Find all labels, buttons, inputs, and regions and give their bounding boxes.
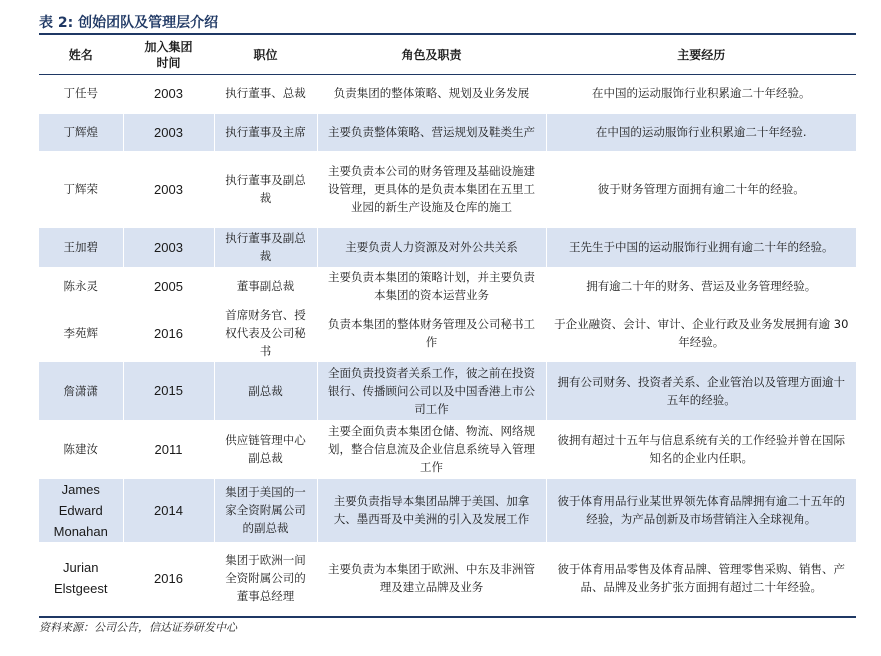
table-row: [39, 420, 856, 478]
cell-role: 主要负责指导本集团品牌于美国、加拿大、墨西哥及中美洲的引入及发展工作: [317, 478, 546, 542]
cell-experience: 在中国的运动服饰行业积累逾二十年经验。: [546, 74, 856, 113]
cell-year: 2003: [123, 227, 214, 267]
management-table: [39, 35, 856, 615]
cell-name: 丁辉煌: [39, 113, 123, 151]
cell-role: 主要负责本公司的财务管理及基础设施建设管理，更具体的是负责本集团在五里工业园的新生产设施及仓库的施工: [317, 151, 546, 227]
cell-role: 全面负责投资者关系工作，彼之前在投资银行、传播顾问公司以及中国香港上市公司工作: [317, 361, 546, 420]
cell-experience: 彼于体育用品行业某世界领先体育品牌拥有逾二十五年的经验，为产品创新及市场营销注入全球视角。: [546, 478, 856, 542]
cell-year: 2003: [123, 113, 214, 151]
cell-year: 2003: [123, 74, 214, 113]
cell-year: 2011: [123, 420, 214, 478]
cell-experience: 在中国的运动服饰行业积累逾二十年经验.: [546, 113, 856, 151]
cell-year: 2016: [123, 542, 214, 614]
cell-name: 王加碧: [39, 227, 123, 267]
table-row: [39, 542, 856, 614]
header-join-line1: 加入集团: [144, 39, 193, 54]
table-row: [39, 267, 856, 305]
table-row: [39, 478, 856, 542]
table-bottom-rule: [39, 616, 856, 618]
cell-experience: 拥有逾二十年的财务、营运及业务管理经验。: [546, 267, 856, 305]
cell-name: James Edward Monahan: [39, 478, 123, 542]
cell-role: 主要负责整体策略、营运规划及鞋类生产: [317, 113, 546, 151]
header-join-line2: 时间: [156, 55, 181, 70]
cell-position: 集团于欧洲一间全资附属公司的董事总经理: [214, 542, 317, 614]
cell-role: 主要负责为本集团于欧洲、中东及非洲管理及建立品牌及业务: [317, 542, 546, 614]
cell-name: 詹潇潇: [39, 361, 123, 420]
cell-experience: 王先生于中国的运动服饰行业拥有逾二十年的经验。: [546, 227, 856, 267]
cell-year: 2015: [123, 361, 214, 420]
cell-role: 主要负责人力资源及对外公共关系: [317, 227, 546, 267]
cell-experience: 拥有公司财务、投资者关系、企业管治以及管理方面逾十五年的经验。: [546, 361, 856, 420]
cell-name: 李苑辉: [39, 305, 123, 361]
cell-role: 主要全面负责本集团仓储、物流、网络规划，整合信息流及企业信息系统导入管理工作: [317, 420, 546, 478]
cell-name: 丁任号: [39, 74, 123, 113]
cell-year: 2014: [123, 478, 214, 542]
table-row: [39, 113, 856, 151]
cell-name: Jurian Elstgeest: [39, 542, 123, 614]
header-position: 职位: [214, 35, 317, 74]
header-experience: 主要经历: [677, 47, 726, 62]
cell-name: 陈建汝: [39, 420, 123, 478]
cell-year: 2003: [123, 151, 214, 227]
header-join-time: [123, 35, 214, 74]
cell-position: 执行董事、总裁: [214, 74, 317, 113]
cell-year: 2005: [123, 267, 214, 305]
cell-year: 2016: [123, 305, 214, 361]
cell-role: 负责集团的整体策略、规划及业务发展: [317, 74, 546, 113]
cell-position: 供应链管理中心副总裁: [214, 420, 317, 478]
table-row: [39, 227, 856, 267]
cell-experience: 彼于财务管理方面拥有逾二十年的经验。: [546, 151, 856, 227]
cell-position: 执行董事及主席: [214, 113, 317, 151]
cell-experience: 彼于体育用品零售及体育品牌、管理零售采购、销售、产品、品牌及业务扩张方面拥有超过二十年经验。: [546, 542, 856, 614]
table-row: [39, 151, 856, 227]
cell-position: 执行董事及副总裁: [214, 227, 317, 267]
cell-experience: 于企业融资、会计、审计、企业行政及业务发展拥有逾 30 年经验。: [546, 305, 856, 361]
cell-name: 丁辉荣: [39, 151, 123, 227]
header-divider: [39, 74, 856, 75]
cell-position: 集团于美国的一家全资附属公司的副总裁: [214, 478, 317, 542]
cell-name: 陈永灵: [39, 267, 123, 305]
header-row: [39, 35, 856, 74]
table-row: [39, 305, 856, 361]
table-row: [39, 361, 856, 420]
cell-role: 主要负责本集团的策略计划，并主要负责本集团的资本运营业务: [317, 267, 546, 305]
header-role: 角色及职责: [317, 35, 546, 74]
cell-position: 董事副总裁: [214, 267, 317, 305]
source-note: 资料来源：公司公告，信达证券研发中心: [39, 621, 237, 634]
table-title: 表 2: 创始团队及管理层介绍: [39, 15, 219, 31]
cell-position: 首席财务官、授权代表及公司秘书: [214, 305, 317, 361]
table-row: [39, 74, 856, 113]
header-name: 姓名: [39, 35, 123, 74]
cell-experience: 彼拥有超过十五年与信息系统有关的工作经验并曾在国际知名的企业内任职。: [546, 420, 856, 478]
cell-position: 执行董事及副总裁: [214, 151, 317, 227]
cell-role: 负责本集团的整体财务管理及公司秘书工作: [317, 305, 546, 361]
cell-position: 副总裁: [214, 361, 317, 420]
